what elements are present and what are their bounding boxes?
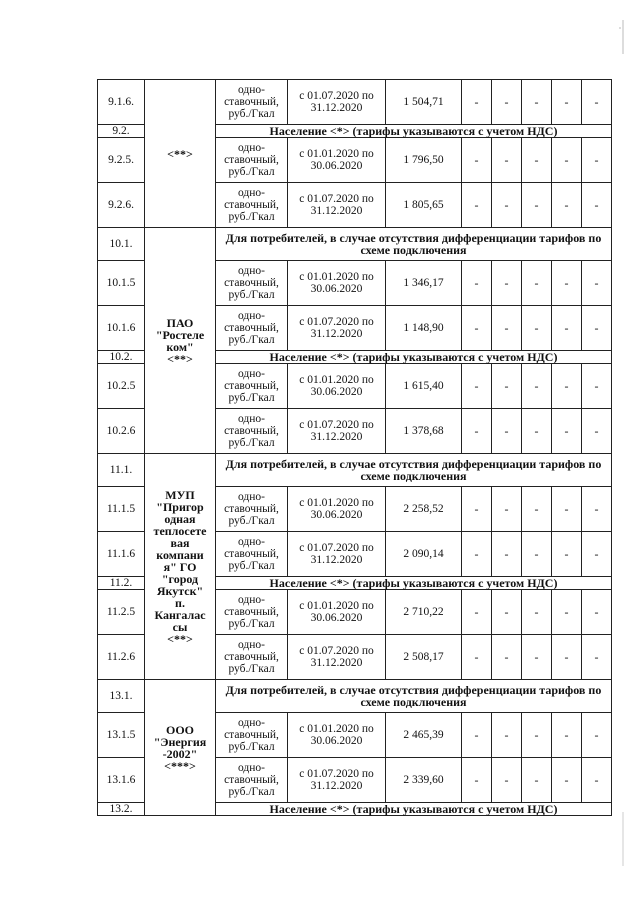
tariff-value: 1 378,68 — [386, 409, 462, 454]
consumer-header: Для потребителей, в случае отсутствия дифференциации тарифов по схеме подключения — [216, 454, 612, 487]
row-number: 11.2.5 — [98, 590, 145, 635]
tariff-value: 2 258,52 — [386, 487, 462, 532]
tariff-value: 1 805,65 — [386, 183, 462, 228]
empty-dash: - — [552, 635, 582, 680]
period: с 01.01.2020 по 30.06.2020 — [288, 364, 386, 409]
tariff-value: 2 090,14 — [386, 532, 462, 577]
population-header: Население <*> (тарифы указываются с учетом НДС) — [216, 351, 612, 364]
empty-dash: - — [492, 306, 522, 351]
empty-dash: - — [462, 713, 492, 758]
row-number: 9.2.5. — [98, 138, 145, 183]
rate-method: одно-ставочный, руб./Гкал — [216, 713, 288, 758]
empty-dash: - — [522, 364, 552, 409]
empty-dash: - — [462, 487, 492, 532]
empty-dash: - — [492, 713, 522, 758]
empty-dash: - — [522, 306, 552, 351]
period: с 01.07.2020 по 31.12.2020 — [288, 183, 386, 228]
period: с 01.01.2020 по 30.06.2020 — [288, 713, 386, 758]
rate-method: одно-ставочный, руб./Гкал — [216, 532, 288, 577]
row-number: 11.2.6 — [98, 635, 145, 680]
company-name — [145, 80, 216, 228]
empty-dash: - — [522, 590, 552, 635]
rate-method: одно-ставочный, руб./Гкал — [216, 487, 288, 532]
empty-dash: - — [522, 487, 552, 532]
population-header: Население <*> (тарифы указываются с учетом НДС) — [216, 577, 612, 590]
tariff-value: 2 710,22 — [386, 590, 462, 635]
empty-dash: - — [462, 364, 492, 409]
empty-dash: - — [522, 713, 552, 758]
tariff-value: 1 615,40 — [386, 364, 462, 409]
company-name-line: Якутск" — [156, 583, 204, 598]
row-number: 13.1.5 — [98, 713, 145, 758]
row-number: 11.2. — [98, 577, 145, 590]
row-number: 11.1. — [98, 454, 145, 487]
empty-dash: - — [462, 758, 492, 803]
empty-dash: - — [462, 261, 492, 306]
empty-dash: - — [522, 183, 552, 228]
empty-dash: - — [492, 487, 522, 532]
table-row — [98, 228, 612, 261]
rate-method: одно-ставочный, руб./Гкал — [216, 635, 288, 680]
empty-dash: - — [552, 364, 582, 409]
company-name-line: "Пригор — [156, 499, 204, 514]
empty-dash: - — [552, 138, 582, 183]
company-name-line: ООО — [165, 722, 194, 737]
empty-dash: - — [582, 487, 612, 532]
empty-dash: - — [522, 409, 552, 454]
period: с 01.01.2020 по 30.06.2020 — [288, 487, 386, 532]
company-name-line: Кангалас — [154, 607, 206, 622]
rate-method: одно-ставочный, руб./Гкал — [216, 261, 288, 306]
period: с 01.07.2020 по 31.12.2020 — [288, 80, 386, 125]
consumer-header: Для потребителей, в случае отсутствия дифференциации тарифов по схеме подключения — [216, 680, 612, 713]
row-number: 10.2.5 — [98, 364, 145, 409]
empty-dash: - — [492, 261, 522, 306]
empty-dash: - — [582, 713, 612, 758]
period: с 01.07.2020 по 31.12.2020 — [288, 758, 386, 803]
company-name — [145, 680, 216, 816]
empty-dash: - — [462, 306, 492, 351]
row-number: 9.2.6. — [98, 183, 145, 228]
empty-dash: - — [462, 138, 492, 183]
period: с 01.07.2020 по 31.12.2020 — [288, 306, 386, 351]
period: с 01.07.2020 по 31.12.2020 — [288, 409, 386, 454]
scan-mark-icon — [614, 18, 628, 58]
row-number: 13.2. — [98, 803, 145, 816]
tariff-value: 2 339,60 — [386, 758, 462, 803]
population-header: Население <*> (тарифы указываются с учетом НДС) — [216, 125, 612, 138]
empty-dash: - — [582, 261, 612, 306]
tariff-value: 1 504,71 — [386, 80, 462, 125]
row-number: 11.1.5 — [98, 487, 145, 532]
empty-dash: - — [522, 138, 552, 183]
empty-dash: - — [462, 590, 492, 635]
empty-dash: - — [552, 713, 582, 758]
table-row — [98, 454, 612, 487]
empty-dash: - — [492, 758, 522, 803]
empty-dash: - — [522, 635, 552, 680]
empty-dash: - — [552, 409, 582, 454]
row-number: 13.1.6 — [98, 758, 145, 803]
row-number: 10.1. — [98, 228, 145, 261]
company-name-line: сы — [172, 619, 188, 634]
company-name-line: "город — [161, 571, 199, 586]
period: с 01.01.2020 по 30.06.2020 — [288, 138, 386, 183]
company-name-line: <**> — [167, 351, 193, 366]
company-name-line: ПАО — [166, 315, 194, 330]
empty-dash: - — [552, 532, 582, 577]
scan-mark-icon — [614, 810, 628, 870]
company-name-line: <**> — [167, 631, 193, 646]
empty-dash: - — [582, 364, 612, 409]
company-name-line: -2002" — [162, 746, 198, 761]
tariff-table — [97, 79, 612, 816]
company-name-line: п. — [175, 595, 185, 610]
row-number: 10.1.6 — [98, 306, 145, 351]
period: с 01.07.2020 по 31.12.2020 — [288, 635, 386, 680]
row-number: 10.2. — [98, 351, 145, 364]
empty-dash: - — [582, 138, 612, 183]
tariff-value: 1 796,50 — [386, 138, 462, 183]
empty-dash: - — [552, 80, 582, 125]
empty-dash: - — [552, 261, 582, 306]
company-name-line: ком" — [166, 339, 194, 354]
rate-method: одно-ставочный, руб./Гкал — [216, 364, 288, 409]
company-name-line: "Энергия — [153, 734, 207, 749]
company-name-line: компани — [156, 547, 204, 562]
empty-dash: - — [552, 590, 582, 635]
company-name-line: МУП — [165, 487, 195, 502]
company-name-line: <***> — [164, 758, 196, 773]
period: с 01.01.2020 по 30.06.2020 — [288, 590, 386, 635]
empty-dash: - — [582, 306, 612, 351]
period: с 01.01.2020 по 30.06.2020 — [288, 261, 386, 306]
company-name-line: теплосете — [153, 523, 207, 538]
empty-dash: - — [582, 409, 612, 454]
empty-dash: - — [582, 532, 612, 577]
rate-method: одно-ставочный, руб./Гкал — [216, 138, 288, 183]
table-row — [98, 80, 612, 125]
company-name-line: <**> — [167, 146, 193, 161]
tariff-value: 2 508,17 — [386, 635, 462, 680]
rate-method: одно-ставочный, руб./Гкал — [216, 183, 288, 228]
empty-dash: - — [582, 758, 612, 803]
population-header: Население <*> (тарифы указываются с учетом НДС) — [216, 803, 612, 816]
empty-dash: - — [552, 306, 582, 351]
empty-dash: - — [462, 409, 492, 454]
empty-dash: - — [492, 590, 522, 635]
empty-dash: - — [582, 635, 612, 680]
empty-dash: - — [582, 590, 612, 635]
company-name-line: я" ГО — [163, 559, 197, 574]
company-name — [145, 454, 216, 680]
empty-dash: - — [492, 138, 522, 183]
empty-dash: - — [552, 183, 582, 228]
empty-dash: - — [492, 364, 522, 409]
empty-dash: - — [492, 80, 522, 125]
rate-method: одно-ставочный, руб./Гкал — [216, 80, 288, 125]
empty-dash: - — [522, 758, 552, 803]
empty-dash: - — [492, 183, 522, 228]
rate-method: одно-ставочный, руб./Гкал — [216, 306, 288, 351]
rate-method: одно-ставочный, руб./Гкал — [216, 590, 288, 635]
empty-dash: - — [492, 409, 522, 454]
empty-dash: - — [552, 758, 582, 803]
tariff-value: 1 148,90 — [386, 306, 462, 351]
empty-dash: - — [462, 80, 492, 125]
empty-dash: - — [522, 532, 552, 577]
company-name-line: одная — [164, 511, 196, 526]
company-name-line: вая — [170, 535, 190, 550]
row-number: 9.1.6. — [98, 80, 145, 125]
empty-dash: - — [462, 183, 492, 228]
empty-dash: - — [462, 635, 492, 680]
row-number: 10.1.5 — [98, 261, 145, 306]
empty-dash: - — [582, 183, 612, 228]
tariff-value: 1 346,17 — [386, 261, 462, 306]
empty-dash: - — [552, 487, 582, 532]
empty-dash: - — [492, 532, 522, 577]
company-name — [145, 228, 216, 454]
tariff-value: 2 465,39 — [386, 713, 462, 758]
empty-dash: - — [492, 635, 522, 680]
table-row — [98, 680, 612, 713]
empty-dash: - — [522, 261, 552, 306]
period: с 01.07.2020 по 31.12.2020 — [288, 532, 386, 577]
empty-dash: - — [582, 80, 612, 125]
row-number: 11.1.6 — [98, 532, 145, 577]
row-number: 13.1. — [98, 680, 145, 713]
row-number: 9.2. — [98, 125, 145, 138]
empty-dash: - — [462, 532, 492, 577]
rate-method: одно-ставочный, руб./Гкал — [216, 409, 288, 454]
empty-dash: - — [522, 80, 552, 125]
row-number: 10.2.6 — [98, 409, 145, 454]
consumer-header: Для потребителей, в случае отсутствия дифференциации тарифов по схеме подключения — [216, 228, 612, 261]
rate-method: одно-ставочный, руб./Гкал — [216, 758, 288, 803]
company-name-line: "Ростеле — [155, 327, 205, 342]
